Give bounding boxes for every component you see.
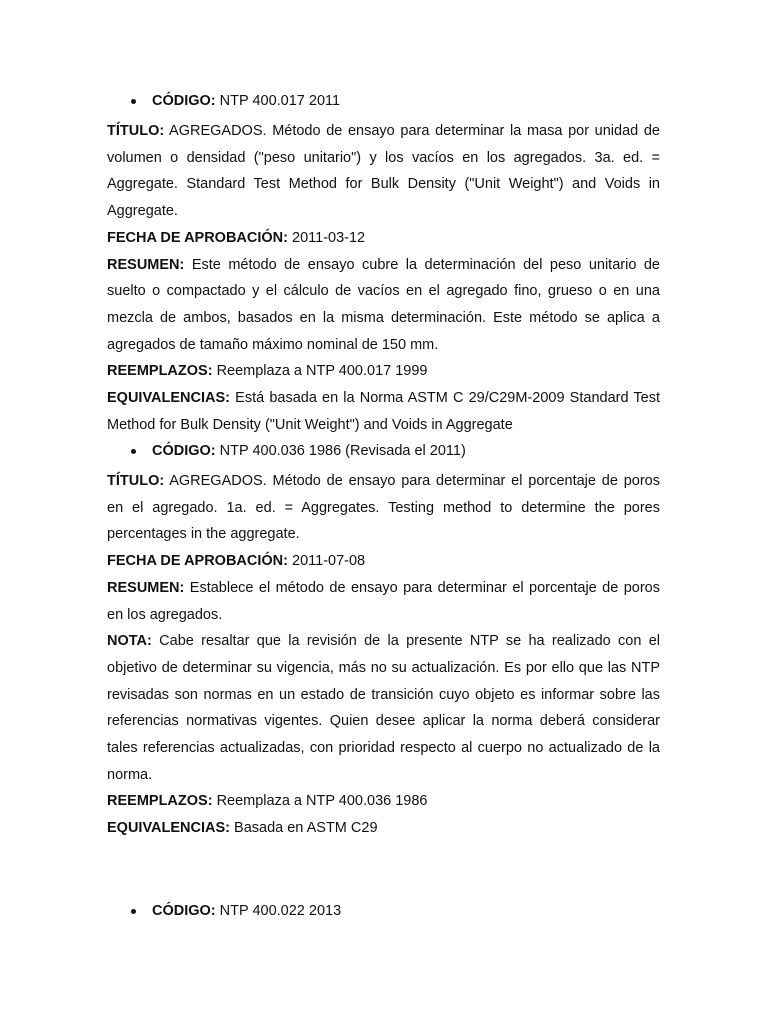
entry-1: [107, 88, 660, 438]
field-text: Reemplaza a NTP 400.036 1986: [216, 793, 428, 810]
entry-2: [107, 438, 660, 842]
titulo-field: [107, 468, 660, 548]
codigo-label: CÓDIGO:: [152, 93, 216, 109]
field-label: REEMPLAZOS:: [107, 793, 213, 810]
field-label: NOTA:: [107, 633, 152, 650]
field-text: Cabe resaltar que la revisión de la presente NTP se ha realizado con el objetivo de determinar su vigencia, más no su actualización. Es por ello que las NTP revisadas son normas en un estado de transición cuyo objeto es informar sobre las referencias normativas vigentes. Quien desee aplicar la norma deberá considerar tales referencias actualizadas, con prioridad respecto al cuerpo no actualizado de la norma.: [107, 633, 661, 783]
field-text: Basada en ASTM C29: [234, 820, 378, 837]
codigo-line: [107, 898, 660, 925]
resumen-field: [107, 575, 660, 628]
reemplazos-field: [107, 358, 660, 385]
field-text: Este método de ensayo cubre la determinación del peso unitario de suelto o compactado y el cálculo de vacíos en el agregado fino, grueso o en una mezcla de ambos, basados en la misma determinación. Este método se aplica a agregados de tamaño máximo nominal de 150 mm.: [107, 256, 660, 353]
bullet-icon: [131, 449, 136, 454]
codigo-label: CÓDIGO:: [152, 903, 216, 919]
resumen-field: [107, 252, 660, 359]
codigo-line: [107, 438, 660, 465]
bullet-icon: [131, 99, 136, 104]
field-text: 2011-07-08: [292, 553, 366, 570]
fecha-field: [107, 225, 660, 252]
field-label: FECHA DE APROBACIÓN:: [107, 229, 288, 246]
equivalencias-field: [107, 385, 660, 438]
codigo-value: NTP 400.036 1986 (Revisada el 2011): [219, 443, 466, 459]
field-text: Está basada en la Norma ASTM C 29/C29M-2009 Standard Test Method for Bulk Density ("Unit Weight") and Voids in Aggregate: [107, 390, 660, 433]
codigo-label: CÓDIGO:: [152, 443, 216, 459]
bullet-icon: [131, 909, 136, 914]
field-label: FECHA DE APROBACIÓN:: [107, 553, 288, 570]
field-label: TÍTULO:: [107, 123, 165, 139]
nota-field: [107, 628, 660, 788]
field-label: RESUMEN:: [107, 256, 185, 273]
field-label: RESUMEN:: [107, 579, 185, 596]
field-label: REEMPLAZOS:: [107, 363, 213, 380]
codigo-value: NTP 400.017 2011: [219, 93, 341, 109]
field-label: EQUIVALENCIAS:: [107, 390, 230, 407]
field-text: AGREGADOS. Método de ensayo para determinar la masa por unidad de volumen o densidad ("peso unitario") y los vacíos en los agregados. 3a. ed. = Aggregate. Standard Test Method for Bulk Density ("Unit Weight") and Voids in Aggregate.: [107, 123, 660, 220]
field-text: Establece el método de ensayo para determinar el porcentaje de poros en los agregados.: [107, 579, 660, 623]
titulo-field: [107, 118, 660, 225]
field-text: 2011-03-12: [292, 229, 366, 246]
field-label: TÍTULO:: [107, 473, 165, 489]
reemplazos-field: [107, 788, 660, 815]
equivalencias-field: [107, 815, 660, 842]
codigo-line: [107, 88, 660, 115]
entry-3: [107, 898, 660, 925]
fecha-field: [107, 548, 660, 575]
field-text: AGREGADOS. Método de ensayo para determinar el porcentaje de poros en el agregado. 1a. ed. = Aggregates. Testing method to determine the pores percentages in the aggregate.: [107, 473, 660, 543]
field-label: EQUIVALENCIAS:: [107, 820, 230, 837]
field-text: Reemplaza a NTP 400.017 1999: [216, 363, 428, 380]
codigo-value: NTP 400.022 2013: [219, 903, 342, 919]
